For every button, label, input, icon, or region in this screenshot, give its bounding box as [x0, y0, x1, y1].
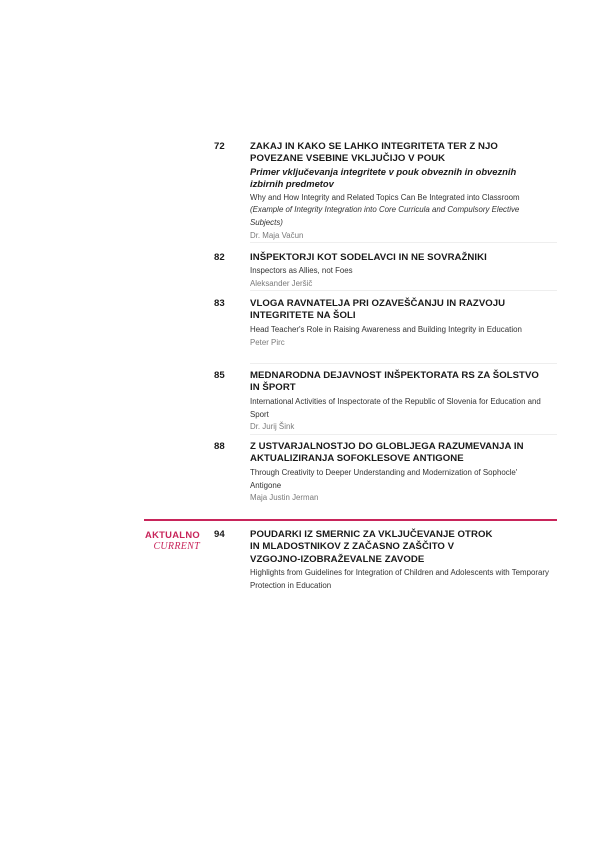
section-label [145, 529, 200, 553]
author: Peter Pirc [250, 337, 285, 347]
section-divider [144, 519, 557, 521]
section-label-en: CURRENT [153, 541, 200, 552]
article-title: POUDARKI IZ SMERNIC ZA VKLJUČEVANJE OTROK IN MLADOSTNIKOV Z ZAČASNO ZAŠČITO V VZGOJNO-IZOBRAŽEVALNE ZAVODE [250, 529, 493, 565]
english-title: International Activities of Inspectorate of the Republic of Slovenia for Education and Sport [250, 396, 541, 419]
divider [250, 242, 557, 243]
page-number: 85 [214, 370, 225, 381]
article-title: VLOGA RAVNATELJA PRI OZAVEŠČANJU IN RAZVOJU INTEGRITETE NA ŠOLI [250, 298, 506, 322]
author: Aleksander Jeršič [250, 279, 313, 289]
toc-entry[interactable] [214, 370, 559, 434]
page-number: 82 [214, 252, 225, 263]
english-title-main: Why and How Integrity and Related Topics Can Be Integrated into Classroom [250, 192, 520, 202]
toc-entry[interactable] [214, 298, 559, 349]
author: Maja Justin Jerman [250, 493, 319, 503]
article-subtitle: Primer vključevanja integritete v pouk obveznih in obveznih izbirnih predmetov [250, 165, 517, 190]
section-label-sl: AKTUALNO [145, 529, 200, 540]
page-number: 72 [214, 141, 225, 152]
toc-entry[interactable] [214, 529, 559, 593]
page-number: 88 [214, 441, 225, 452]
english-title: Highlights from Guidelines for Integration of Children and Adolescents with Temporary Protection in Education [250, 568, 549, 591]
page-number: 83 [214, 298, 225, 309]
english-title: Head Teacher's Role in Raising Awareness and Building Integrity in Education [250, 324, 522, 334]
divider [250, 363, 557, 364]
article-title: MEDNARODNA DEJAVNOST INŠPEKTORATA RS ZA ŠOLSTVO IN ŠPORT [250, 370, 539, 394]
divider [250, 434, 557, 435]
english-title-italic: (Example of Integrity Integration into Core Curricula and Compulsory Elective Subjects) [250, 205, 520, 228]
article-title: ZAKAJ IN KAKO SE LAHKO INTEGRITETA TER Z NJO POVEZANE VSEBINE VKLJUČIJO V POUK [250, 141, 498, 165]
author: Dr. Jurij Šink [250, 422, 295, 432]
english-title [250, 192, 550, 230]
toc-entry[interactable] [214, 441, 559, 505]
toc-entry[interactable] [214, 141, 559, 243]
toc-entry[interactable] [214, 252, 559, 291]
article-title: INŠPEKTORJI KOT SODELAVCI IN NE SOVRAŽNIKI [250, 252, 487, 263]
english-title: Through Creativity to Deeper Understanding and Modernization of Sophocle' Antigone [250, 467, 518, 490]
author: Dr. Maja Vačun [250, 231, 304, 241]
article-title: Z USTVARJALNOSTJO DO GLOBLJEGA RAZUMEVANJA IN AKTUALIZIRANJA SOFOKLESOVE ANTIGONE [250, 441, 524, 465]
english-title: Inspectors as Allies, not Foes [250, 266, 353, 276]
page-number: 94 [214, 529, 225, 540]
divider [250, 290, 557, 291]
